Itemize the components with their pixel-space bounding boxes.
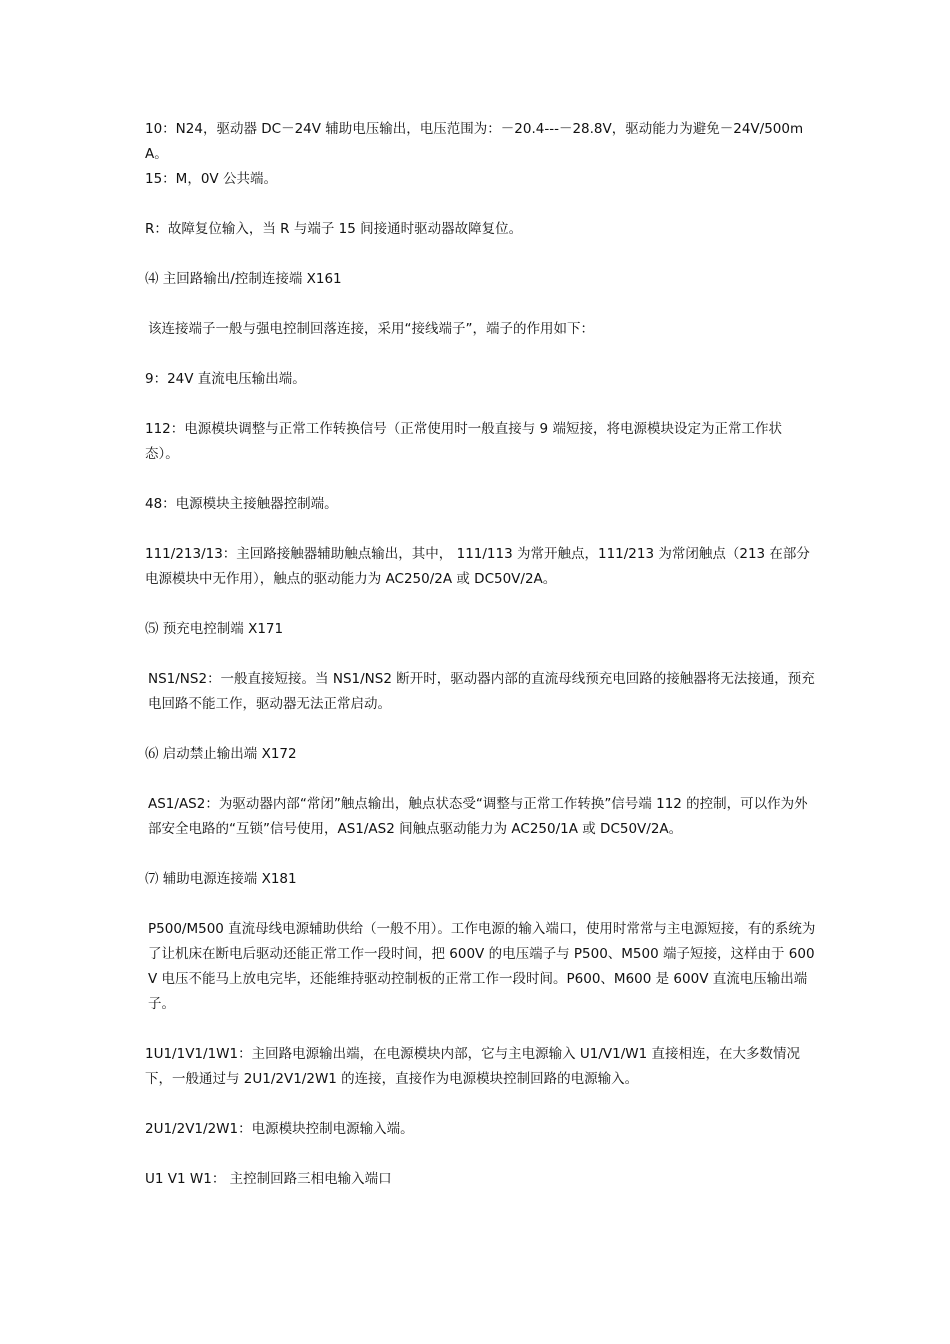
- paragraph-terminal-48: 48：电源模块主接触器控制端。: [145, 496, 338, 512]
- paragraph-m-0v: 15：M，0V 公共端。: [145, 171, 277, 187]
- heading-x171: ⑸ 预充电控制端 X171: [145, 621, 284, 637]
- heading-x161: ⑷ 主回路输出/控制连接端 X161: [145, 271, 342, 287]
- heading-x172: ⑹ 启动禁止输出端 X172: [145, 746, 297, 762]
- paragraph-ns1-ns2: NS1/NS2：一般直接短接。当 NS1/NS2 断开时，驱动器内部的直流母线预充电回路的接触器将无法接通，预充电回路不能工作，驱动器无法正常启动。: [148, 671, 815, 712]
- paragraph-u1-v1-w1: U1 V1 W1： 主控制回路三相电输入端口: [145, 1171, 392, 1187]
- paragraph-terminal-9: 9：24V 直流电压输出端。: [145, 371, 306, 387]
- paragraph-p500-m500: P500/M500 直流母线电源辅助供给（一般不用）。工作电源的输入端口，使用时常常与主电源短接，有的系统为了让机床在断电后驱动还能正常工作一段时间，把 600V 的电压端子与 P500、M500 端子短接，这样由于 600V 电压不能马上放电完毕，还能维持驱动控制板的正常工作一段时间。P600、M600 是 600V 直流电压输出端子。: [148, 921, 816, 1012]
- paragraph-1u1-1v1-1w1: 1U1/1V1/1W1：主回路电源输出端，在电源模块内部，它与主电源输入 U1/V1/W1 直接相连，在大多数情况下，一般通过与 2U1/2V1/2W1 的连接，直接作为电源模块控制回路的电源输入。: [145, 1046, 801, 1087]
- paragraph-n24: 10：N24，驱动器 DC－24V 辅助电压输出，电压范围为：－20.4---－28.8V，驱动能力为避免－24V/500mA。: [145, 121, 804, 162]
- paragraph-x161-intro: 该连接端子一般与强电控制回落连接，采用“接线端子”，端子的作用如下：: [148, 321, 594, 337]
- paragraph-terminal-111-213-13: 111/213/13：主回路接触器辅助触点输出，其中， 111/113 为常开触点，111/213 为常闭触点（213 在部分电源模块中无作用），触点的驱动能力为 AC250/2A 或 DC50V/2A。: [145, 546, 810, 587]
- paragraph-reset-input: R：故障复位输入，当 R 与端子 15 间接通时驱动器故障复位。: [145, 221, 523, 237]
- paragraph-2u1-2v1-2w1: 2U1/2V1/2W1：电源模块控制电源输入端。: [145, 1121, 414, 1137]
- heading-x181: ⑺ 辅助电源连接端 X181: [145, 871, 297, 887]
- paragraph-as1-as2: AS1/AS2：为驱动器内部“常闭”触点输出，触点状态受“调整与正常工作转换”信号端 112 的控制，可以作为外部安全电路的“互锁”信号使用，AS1/AS2 间触点驱动能力为 AC250/1A 或 DC50V/2A。: [148, 796, 808, 837]
- paragraph-terminal-112: 112：电源模块调整与正常工作转换信号（正常使用时一般直接与 9 端短接，将电源模块设定为正常工作状态）。: [145, 421, 782, 462]
